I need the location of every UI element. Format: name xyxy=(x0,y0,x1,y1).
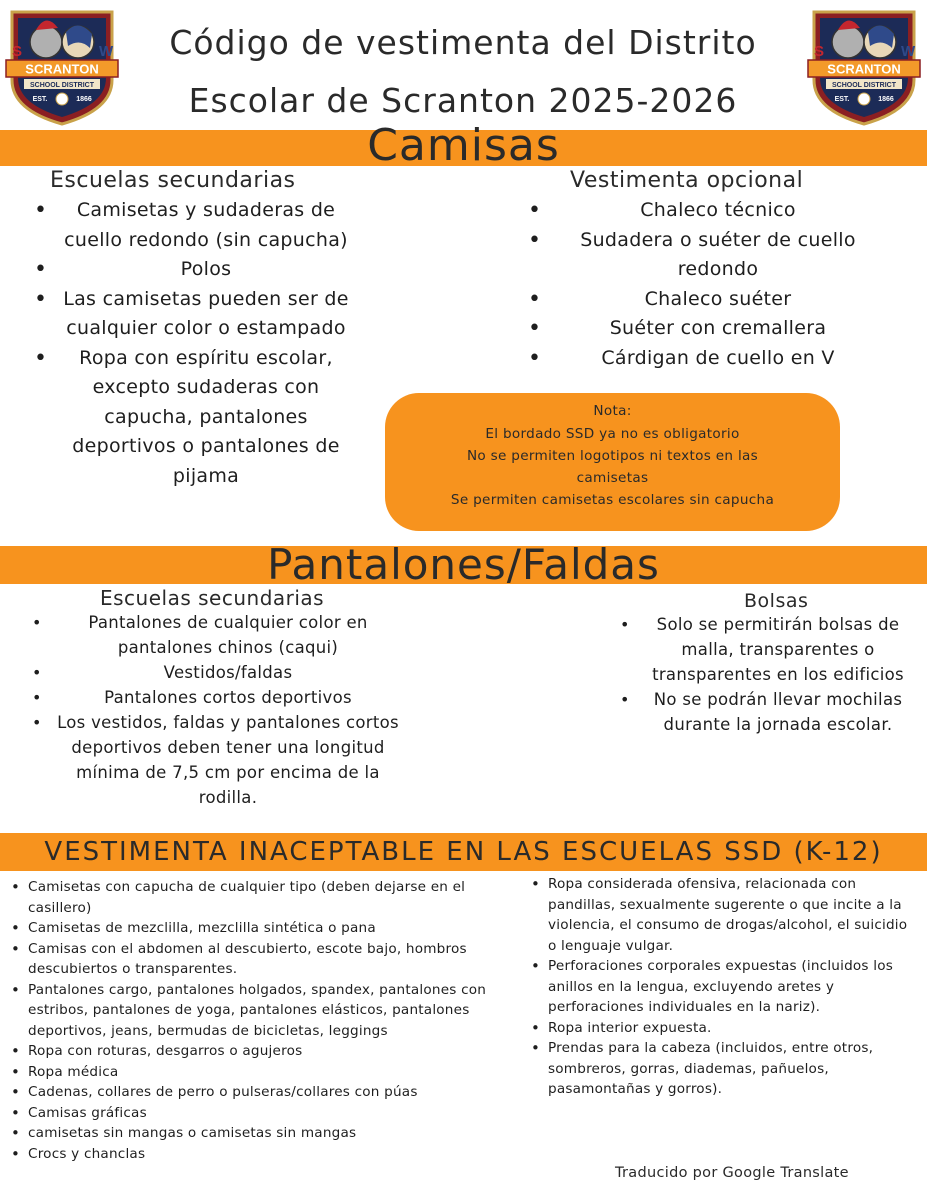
list-item: • Ropa considerada ofensiva, relacionada con pandillas, sexualmente sugerente o que incite a la violencia, el consumo de drogas/alcohol, el suicidio o lenguaje vulgar. xyxy=(530,874,915,956)
list-item: • Los vestidos, faldas y pantalones cortos deportivos deben tener una longitud mínima de 7,5 cm por encima de la rodilla. xyxy=(30,710,400,810)
pants-heading: Pantalones/Faldas xyxy=(267,540,660,589)
svg-text:S: S xyxy=(814,43,825,60)
list-item: • Suéter con cremallera xyxy=(526,314,882,344)
list-item: • Polos xyxy=(32,255,352,285)
page-title xyxy=(128,14,798,130)
svg-text:W: W xyxy=(901,43,916,60)
school-district-logo-right xyxy=(804,2,924,127)
list-item: • Ropa interior expuesta. xyxy=(530,1018,915,1039)
svg-text:S: S xyxy=(12,43,23,60)
list-item: • No se podrán llevar mochilas durante la jornada escolar. xyxy=(618,687,912,737)
shirts-heading: Camisas xyxy=(367,120,560,171)
shirts-optional-heading: Vestimenta opcional xyxy=(570,168,804,193)
list-item: • Pantalones de cualquier color en pantalones chinos (caqui) xyxy=(30,610,400,660)
note-line: camisetas xyxy=(576,470,649,486)
list-item: • Chaleco técnico xyxy=(526,196,882,226)
svg-text:EST.: EST. xyxy=(834,96,850,103)
shirts-optional-list xyxy=(526,196,882,373)
svg-text:1866: 1866 xyxy=(878,96,894,103)
list-item: • Chaleco suéter xyxy=(526,285,882,315)
list-item: • Pantalones cortos deportivos xyxy=(30,685,400,710)
list-item: • Camisetas de mezclilla, mezclilla sintética o pana xyxy=(10,918,515,939)
bags-heading: Bolsas xyxy=(744,590,809,612)
note-line: El bordado SSD ya no es obligatorio xyxy=(485,426,740,442)
list-item: • Ropa con espíritu escolar, excepto sudaderas con capucha, pantalones deportivos o pantalones de pijama xyxy=(32,344,352,492)
list-item: • Pantalones cargo, pantalones holgados, spandex, pantalones con estribos, pantalones de yoga, pantalones elásticos, pantalones deportivos, jeans, bermudas de bicicletas, leggings xyxy=(10,980,515,1042)
svg-text:SCRANTON: SCRANTON xyxy=(827,61,901,77)
svg-text:1866: 1866 xyxy=(76,96,92,103)
svg-text:W: W xyxy=(99,43,114,60)
shirts-secondary-list xyxy=(32,196,352,491)
school-district-logo-left xyxy=(2,2,122,127)
note-label: Nota: xyxy=(593,403,632,419)
note-line: No se permiten logotipos ni textos en las xyxy=(466,448,759,464)
list-item: • Vestidos/faldas xyxy=(30,660,400,685)
translation-credit: Traducido por Google Translate xyxy=(615,1165,849,1181)
list-item: • Las camisetas pueden ser de cualquier color o estampado xyxy=(32,285,352,344)
list-item: • Camisas con el abdomen al descubierto, escote bajo, hombros descubiertos o transparentes. xyxy=(10,939,515,980)
list-item: • Cadenas, collares de perro o pulseras/collares con púas xyxy=(10,1082,515,1103)
svg-text:SCHOOL DISTRICT: SCHOOL DISTRICT xyxy=(831,82,897,89)
note-box xyxy=(385,393,840,531)
list-item: • camisetas sin mangas o camisetas sin mangas xyxy=(10,1123,515,1144)
unacceptable-right-list xyxy=(530,874,915,1100)
list-item: • Crocs y chanclas xyxy=(10,1144,515,1165)
svg-text:EST.: EST. xyxy=(32,96,48,103)
list-item: • Ropa con roturas, desgarros o agujeros xyxy=(10,1041,515,1062)
list-item: • Cárdigan de cuello en V xyxy=(526,344,882,374)
title-line-2: Escolar de Scranton 2025-2026 xyxy=(188,81,738,120)
title-line-1: Código de vestimenta del Distrito xyxy=(169,23,757,62)
list-item: • Camisas gráficas xyxy=(10,1103,515,1124)
bags-list xyxy=(618,612,912,737)
pants-secondary-list xyxy=(30,610,400,810)
shirts-secondary-heading: Escuelas secundarias xyxy=(50,168,296,193)
list-item: • Camisetas y sudaderas de cuello redondo (sin capucha) xyxy=(32,196,352,255)
svg-text:SCHOOL DISTRICT: SCHOOL DISTRICT xyxy=(29,82,95,89)
svg-text:SCRANTON: SCRANTON xyxy=(25,61,99,77)
list-item: • Perforaciones corporales expuestas (incluidos los anillos en la lengua, excluyendo aretes y perforaciones individuales en la nariz). xyxy=(530,956,915,1018)
pants-secondary-heading: Escuelas secundarias xyxy=(100,586,325,610)
list-item: • Sudadera o suéter de cuello redondo xyxy=(526,226,882,285)
list-item: • Camisetas con capucha de cualquier tipo (deben dejarse en el casillero) xyxy=(10,877,515,918)
note-line: Se permiten camisetas escolares sin capucha xyxy=(450,492,775,508)
unacceptable-left-list xyxy=(10,877,515,1164)
unacceptable-heading: VESTIMENTA INACEPTABLE EN LAS ESCUELAS SSD (K-12) xyxy=(44,837,883,867)
list-item: • Solo se permitirán bolsas de malla, transparentes o transparentes en los edificios xyxy=(618,612,912,687)
list-item: • Ropa médica xyxy=(10,1062,515,1083)
list-item: • Prendas para la cabeza (incluidos, entre otros, sombreros, gorras, diademas, pañuelos, pasamontañas y gorros). xyxy=(530,1038,915,1100)
